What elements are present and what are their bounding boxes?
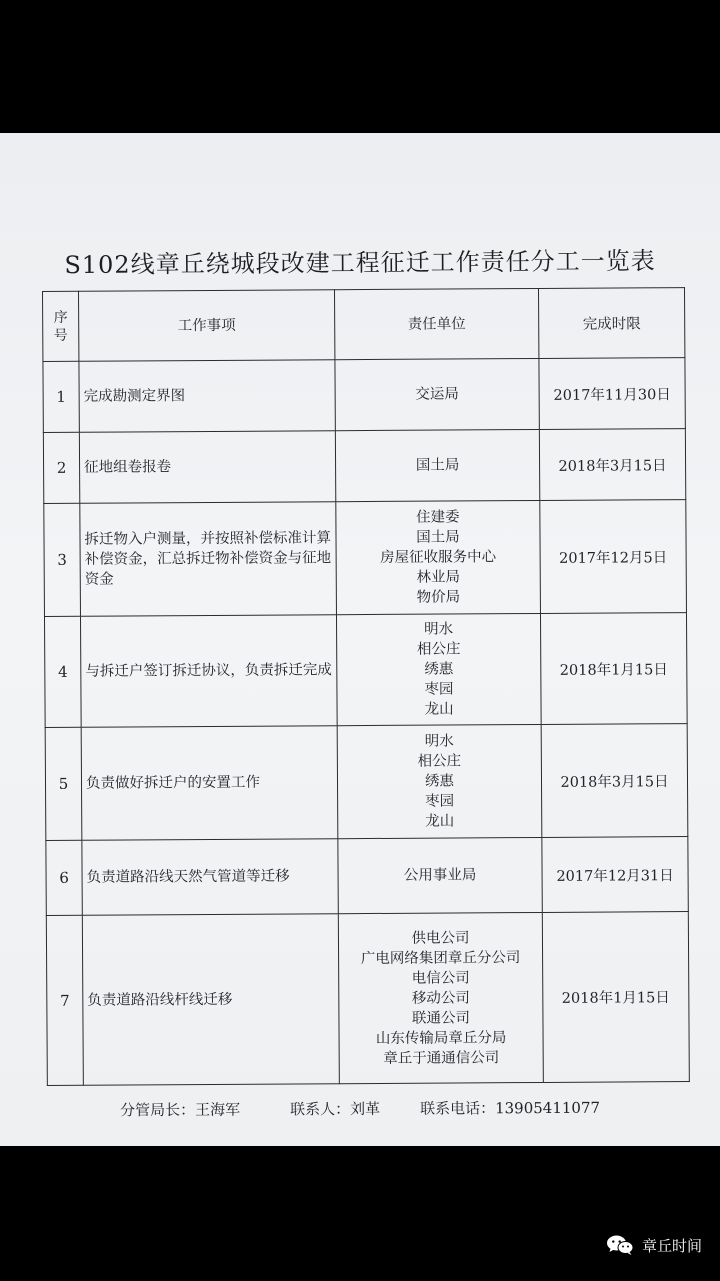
responsible-unit: 移动公司: [411, 989, 470, 1007]
source-watermark: [606, 1234, 702, 1256]
responsible-unit: 国土局: [415, 457, 460, 474]
row-units: [338, 912, 543, 1083]
header-seq: [43, 291, 79, 361]
table-body: [43, 358, 689, 1086]
table-row: [43, 358, 685, 433]
row-seq: 1: [43, 361, 79, 432]
responsible-unit: 物价局: [416, 589, 461, 606]
row-units: [336, 613, 541, 725]
table-row: [46, 912, 689, 1086]
responsible-unit: 国土局: [416, 529, 460, 546]
row-due-date: 2018年1月15日: [540, 613, 687, 725]
row-seq: 7: [46, 915, 83, 1085]
responsible-unit: 龙山: [425, 813, 455, 830]
document-paper: [0, 133, 720, 1146]
header-due: 完成时限: [538, 288, 684, 359]
row-task: 负责道路沿线天然气管道等迁移: [82, 839, 338, 916]
responsibility-table: [42, 287, 690, 1086]
table-row: [44, 613, 687, 728]
responsible-unit: 住建委: [416, 509, 460, 526]
responsible-unit: 绣惠: [424, 773, 455, 790]
responsible-unit: 公用事业局: [403, 867, 477, 884]
wechat-icon: [606, 1234, 634, 1256]
responsible-unit: 电信公司: [411, 969, 470, 987]
responsible-unit: 林业局: [416, 569, 461, 586]
responsible-unit: 交运局: [415, 386, 459, 403]
row-units: [335, 429, 539, 501]
responsible-unit: 枣园: [425, 793, 455, 810]
responsible-unit: 供电公司: [411, 929, 470, 947]
table-row: [43, 429, 685, 504]
document-title: S102线章丘绕城段改建工程征迁工作责任分工一览表: [64, 246, 656, 280]
responsible-unit: 联通公司: [411, 1009, 470, 1027]
row-task: 负责道路沿线杆线迁移: [82, 914, 339, 1086]
row-due-date: 2018年3月15日: [539, 429, 685, 501]
responsible-unit: 房屋征收服务中心: [380, 549, 497, 566]
table-row: [44, 500, 687, 617]
header-unit: 责任单位: [334, 288, 538, 359]
footer-phone: 联系电话：13905411077: [420, 1098, 601, 1118]
responsible-unit: 绣惠: [424, 661, 454, 678]
watermark-label: 章丘时间: [641, 1236, 702, 1255]
row-units: [336, 500, 541, 614]
responsible-unit: 明水: [424, 733, 454, 750]
header-seq-bottom: 号: [53, 327, 68, 344]
row-task: 征地组卷报卷: [79, 431, 335, 504]
row-seq: 5: [45, 727, 82, 840]
row-due-date: 2017年12月5日: [540, 500, 687, 614]
header-seq-top: 序: [53, 309, 68, 326]
row-due-date: 2018年1月15日: [542, 912, 689, 1083]
row-seq: 6: [46, 840, 82, 915]
row-due-date: 2017年11月30日: [539, 358, 685, 430]
table-row: [46, 837, 688, 916]
row-units: [337, 724, 542, 838]
row-task: 负责做好拆迁户的安置工作: [81, 726, 338, 841]
row-task: 完成勘测定界图: [79, 360, 335, 433]
responsible-unit: 枣园: [424, 681, 454, 698]
responsible-unit: 龙山: [424, 701, 454, 718]
row-due-date: 2017年12月31日: [542, 837, 688, 913]
bottom-bar: [0, 1146, 720, 1281]
row-units: [338, 837, 542, 913]
footer-contact: 联系人：刘革: [290, 1099, 381, 1119]
row-seq: 4: [44, 616, 81, 727]
table-row: [45, 724, 688, 841]
responsible-unit: 章丘于通通信公司: [383, 1049, 500, 1067]
header-task: 工作事项: [79, 290, 335, 362]
row-seq: 2: [43, 432, 79, 503]
responsible-unit: 相公庄: [417, 753, 462, 770]
row-seq: 3: [44, 503, 81, 616]
responsible-unit: 山东传输局章丘分局: [375, 1029, 507, 1047]
footer-director: 分管局长：王海军: [120, 1100, 241, 1120]
table-header-row: [43, 288, 685, 362]
responsible-unit: 明水: [424, 621, 454, 638]
document-footer: [0, 1096, 720, 1120]
row-due-date: 2018年3月15日: [541, 724, 688, 838]
responsible-unit: 相公庄: [416, 641, 461, 658]
row-task: 与拆迁户签订拆迁协议，负责拆迁完成: [80, 615, 337, 728]
row-units: [335, 358, 539, 430]
row-task: 拆迁物入户测量，并按照补偿标准计算补偿资金，汇总拆迁物补偿资金与征地资金: [80, 502, 337, 617]
responsible-unit: 广电网络集团章丘分公司: [360, 949, 521, 967]
